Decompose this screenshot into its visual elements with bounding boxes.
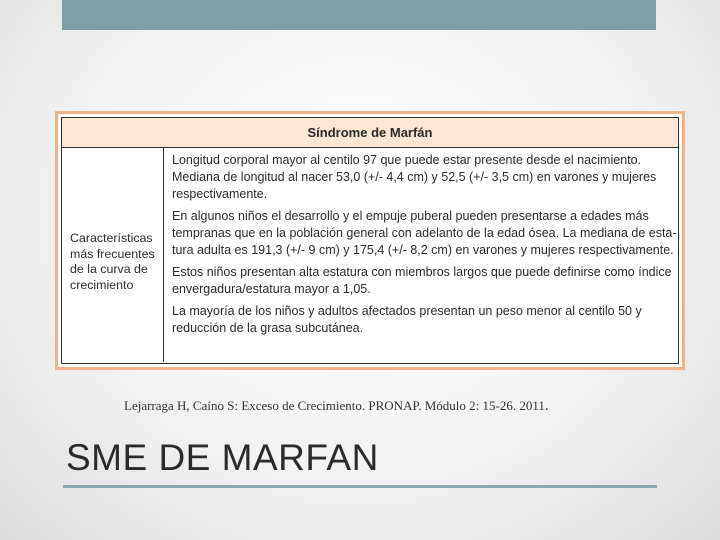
citation (124, 398, 549, 415)
table-inner (61, 117, 679, 364)
paragraph-3: Estos niños presentan alta estatura con miembros largos que puede definirse como índice envergadura/estatura mayor a 1,05. (172, 265, 672, 296)
row-label: Características más frecuentes de la curva de crecimiento (70, 231, 155, 292)
paragraph-2: En algunos niños el desarrollo y el empuje puberal pueden presentarse a edades más tempranas que en la población general con adelanto de la edad ósea. La mediana de esta- tura adulta es 191,3 (+/- 9 cm) y 175,4 (+/- 8,2 cm) en varones y mujeres respectivamente. (172, 209, 677, 257)
table-body (62, 148, 678, 362)
citation-period: . (544, 398, 549, 414)
description-cell (164, 148, 678, 362)
marfan-table (55, 111, 685, 370)
top-accent-bar (62, 0, 656, 30)
citation-text: Lejarraga H, Caíno S: Exceso de Crecimiento. PRONAP. Módulo 2: 15-26. 2011 (124, 398, 545, 413)
table-header: Síndrome de Marfán (62, 118, 678, 148)
slide-title: SME DE MARFAN (66, 437, 379, 478)
row-label-cell (62, 148, 164, 362)
paragraph-4: La mayoría de los niños y adultos afectados presentan un peso menor al centilo 50 y reducción de la grasa subcutánea. (172, 304, 642, 335)
paragraph-1: Longitud corporal mayor al centilo 97 que puede estar presente desde el nacimiento. Mediana de longitud al nacer 53,0 (+/- 4,4 cm) y 52,5 (+/- 3,5 cm) en varones y mujeres respectivamente. (172, 153, 657, 201)
title-underline (63, 485, 657, 488)
